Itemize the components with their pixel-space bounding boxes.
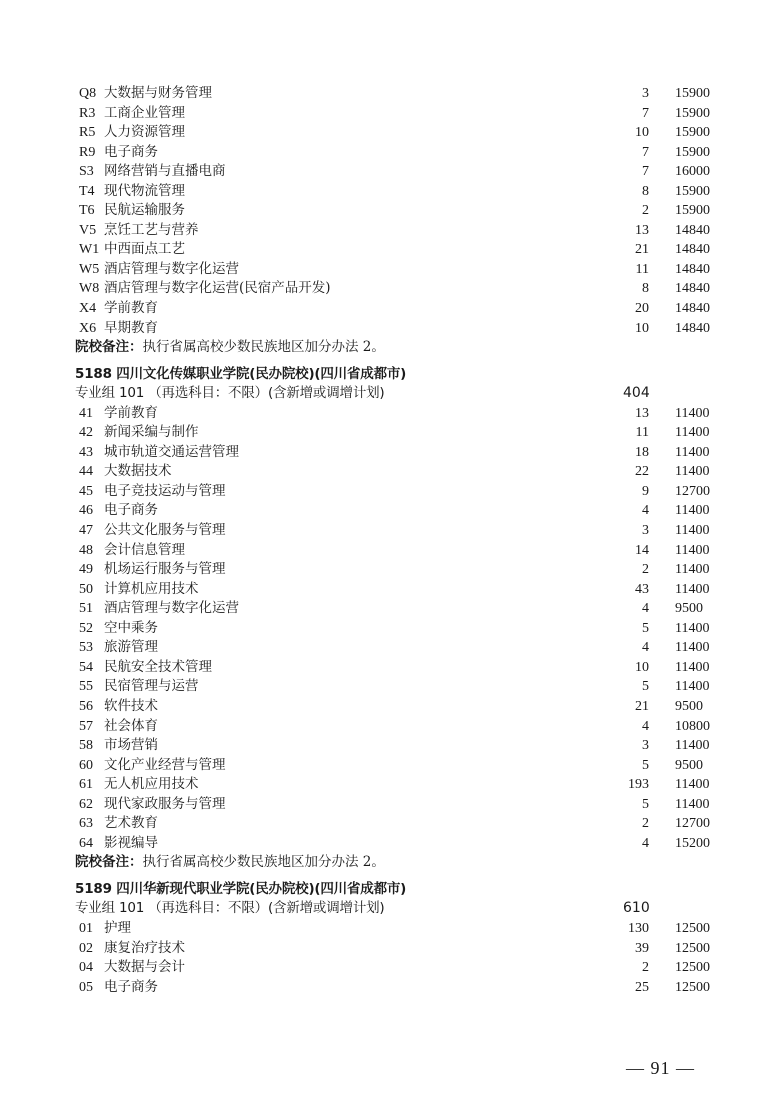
tuition-fee: 15900: [675, 203, 710, 219]
table-row: [0, 958, 777, 978]
major-code: 42: [79, 425, 93, 441]
major-code: S3: [79, 164, 94, 180]
section-continued: [0, 84, 777, 338]
major-name: 机场运行服务与管理: [104, 561, 226, 578]
group-total: 404: [623, 385, 650, 402]
table-row: [0, 638, 777, 658]
page-number: — 91 —: [626, 1058, 695, 1078]
major-name: 学前教育: [104, 300, 158, 317]
major-code: 46: [79, 503, 93, 519]
note-label: 院校备注：: [75, 854, 143, 871]
major-name: 康复治疗技术: [104, 939, 185, 956]
table-row: [0, 919, 777, 939]
major-code: 45: [79, 483, 93, 499]
tuition-fee: 11400: [675, 679, 710, 695]
table-row: [0, 404, 777, 424]
table-row: [0, 462, 777, 482]
plan-count: 2: [642, 816, 649, 832]
school-header: [0, 365, 777, 385]
major-code: 64: [79, 835, 93, 851]
plan-count: 2: [642, 203, 649, 219]
plan-count: 20: [635, 301, 649, 317]
tuition-fee: 11400: [675, 425, 710, 441]
major-code: R5: [79, 125, 96, 141]
tuition-fee: 11400: [675, 523, 710, 539]
major-name: 电子商务: [104, 978, 158, 995]
major-name: 无人机应用技术: [104, 776, 199, 793]
tuition-fee: 14840: [675, 222, 710, 238]
major-code: 43: [79, 444, 93, 460]
table-row: [0, 240, 777, 260]
tuition-fee: 12500: [675, 940, 710, 956]
major-name: 旅游管理: [104, 639, 158, 656]
major-code: 61: [79, 777, 93, 793]
plan-count: 2: [642, 562, 649, 578]
major-name: 民航安全技术管理: [104, 658, 212, 675]
major-name: 工商企业管理: [104, 104, 185, 121]
plan-count: 5: [642, 757, 649, 773]
tuition-fee: 11400: [675, 738, 710, 754]
major-name: 影视编导: [104, 834, 158, 851]
note-label: 院校备注：: [75, 339, 143, 356]
note-text: 执行省属高校少数民族地区加分办法 2。: [142, 339, 385, 356]
table-row: [0, 599, 777, 619]
table-row: [0, 795, 777, 815]
plan-count: 7: [642, 144, 649, 160]
major-code: R3: [79, 105, 96, 121]
plan-count: 7: [642, 164, 649, 180]
table-row: [0, 717, 777, 737]
tuition-fee: 11400: [675, 464, 710, 480]
major-name: 空中乘务: [104, 619, 158, 636]
table-row: [0, 978, 777, 998]
table-row: [0, 501, 777, 521]
major-code: 51: [79, 601, 93, 617]
major-code: 53: [79, 640, 93, 656]
plan-count: 3: [642, 738, 649, 754]
major-code: 58: [79, 738, 93, 754]
plan-count: 39: [635, 940, 649, 956]
table-row: [0, 560, 777, 580]
group-title: 专业组 101 （再选科目：不限）(含新增或调增计划): [75, 385, 385, 402]
table-row: [0, 541, 777, 561]
tuition-fee: 15900: [675, 105, 710, 121]
plan-count: 18: [635, 444, 649, 460]
major-name: 文化产业经营与管理: [104, 756, 226, 773]
major-name: 软件技术: [104, 697, 158, 714]
major-code: 56: [79, 698, 93, 714]
major-code: 44: [79, 464, 93, 480]
group-total: 610: [623, 900, 650, 917]
tuition-fee: 11400: [675, 777, 710, 793]
table-row: [0, 619, 777, 639]
plan-count: 21: [635, 698, 649, 714]
major-code: W5: [79, 261, 100, 277]
table-row: [0, 299, 777, 319]
plan-count: 13: [635, 405, 649, 421]
tuition-fee: 11400: [675, 620, 710, 636]
major-code: 41: [79, 405, 93, 421]
school-title: 5188 四川文化传媒职业学院(民办院校)(四川省成都市): [75, 365, 407, 382]
major-name: 人力资源管理: [104, 124, 185, 141]
tuition-fee: 12500: [675, 960, 710, 976]
major-name: 电子竞技运动与管理: [104, 482, 226, 499]
tuition-fee: 15900: [675, 86, 710, 101]
plan-count: 8: [642, 281, 649, 297]
major-code: R9: [79, 144, 96, 160]
major-code: X4: [79, 301, 97, 317]
tuition-fee: 11400: [675, 581, 710, 597]
major-code: 50: [79, 581, 93, 597]
table-row: [0, 756, 777, 776]
table-row: [0, 834, 777, 854]
tuition-fee: 11400: [675, 542, 710, 558]
table-row: [0, 143, 777, 163]
major-code: W1: [79, 242, 100, 258]
table-row: [0, 162, 777, 182]
school-header: [0, 880, 777, 900]
plan-count: 4: [642, 835, 649, 851]
table-row: [0, 697, 777, 717]
major-code: 57: [79, 718, 93, 734]
major-name: 艺术教育: [104, 815, 158, 832]
tuition-fee: 12500: [675, 920, 710, 936]
major-name: 大数据与财务管理: [104, 85, 212, 101]
school-note: [0, 338, 777, 358]
plan-count: 193: [628, 777, 649, 793]
major-code: W8: [79, 281, 100, 297]
plan-count: 21: [635, 242, 649, 258]
plan-count: 10: [635, 125, 649, 141]
table-row: [0, 279, 777, 299]
table-row: [0, 221, 777, 241]
tuition-fee: 14840: [675, 320, 710, 336]
major-name: 早期教育: [104, 319, 158, 336]
major-name: 烹饪工艺与营养: [104, 221, 199, 238]
table-row: [0, 201, 777, 221]
table-row: [0, 658, 777, 678]
table-row: [0, 319, 777, 339]
tuition-fee: 11400: [675, 444, 710, 460]
section-5188-rows: [0, 404, 777, 854]
plan-count: 4: [642, 503, 649, 519]
plan-count: 5: [642, 620, 649, 636]
tuition-fee: 11400: [675, 640, 710, 656]
table-row: [0, 580, 777, 600]
major-name: 大数据技术: [104, 463, 172, 480]
major-name: 新闻采编与制作: [104, 424, 199, 441]
tuition-fee: 14840: [675, 261, 710, 277]
major-name: 现代家政服务与管理: [104, 795, 226, 812]
major-code: 49: [79, 562, 93, 578]
tuition-fee: 16000: [675, 164, 710, 180]
plan-count: 11: [635, 425, 649, 441]
major-name: 电子商务: [104, 502, 158, 519]
major-code: T4: [79, 183, 95, 199]
plan-count: 8: [642, 183, 649, 199]
school-title: 5189 四川华新现代职业学院(民办院校)(四川省成都市): [75, 880, 407, 897]
plan-count: 43: [635, 581, 649, 597]
tuition-fee: 11400: [675, 659, 710, 675]
document-page: [0, 84, 777, 997]
major-code: 54: [79, 659, 93, 675]
major-code: 63: [79, 816, 93, 832]
group-title: 专业组 101 （再选科目：不限）(含新增或调增计划): [75, 900, 385, 917]
plan-count: 5: [642, 679, 649, 695]
plan-count: 22: [635, 464, 649, 480]
tuition-fee: 9500: [675, 698, 703, 714]
plan-count: 4: [642, 718, 649, 734]
major-code: V5: [79, 222, 97, 238]
table-row: [0, 123, 777, 143]
note-text: 执行省属高校少数民族地区加分办法 2。: [142, 854, 385, 871]
major-code: 01: [79, 920, 93, 936]
major-name: 酒店管理与数字化运营: [104, 260, 239, 277]
school-note: [0, 853, 777, 873]
major-name: 中西面点工艺: [104, 241, 185, 258]
plan-count: 3: [642, 86, 649, 101]
plan-count: 130: [628, 920, 649, 936]
major-code: 60: [79, 757, 93, 773]
tuition-fee: 12500: [675, 979, 710, 995]
table-row: [0, 182, 777, 202]
major-name: 民航运输服务: [104, 202, 185, 219]
major-code: Q8: [79, 86, 97, 101]
major-code: 04: [79, 960, 93, 976]
major-code: 55: [79, 679, 93, 695]
major-name: 酒店管理与数字化运营: [104, 600, 239, 617]
group-header: [0, 384, 777, 404]
table-row: [0, 84, 777, 104]
major-name: 民宿管理与运营: [104, 678, 199, 695]
tuition-fee: 11400: [675, 503, 710, 519]
tuition-fee: 15900: [675, 183, 710, 199]
major-code: 47: [79, 523, 93, 539]
tuition-fee: 15200: [675, 835, 710, 851]
table-row: [0, 260, 777, 280]
plan-count: 7: [642, 105, 649, 121]
tuition-fee: 11400: [675, 796, 710, 812]
tuition-fee: 14840: [675, 242, 710, 258]
plan-count: 5: [642, 796, 649, 812]
major-code: 02: [79, 940, 93, 956]
plan-count: 4: [642, 601, 649, 617]
major-name: 大数据与会计: [104, 959, 185, 976]
section-5189-rows: [0, 919, 777, 997]
tuition-fee: 14840: [675, 301, 710, 317]
plan-count: 10: [635, 659, 649, 675]
major-name: 会计信息管理: [104, 541, 185, 558]
tuition-fee: 9500: [675, 757, 703, 773]
major-code: X6: [79, 320, 97, 336]
table-row: [0, 423, 777, 443]
plan-count: 25: [635, 979, 649, 995]
plan-count: 9: [642, 483, 649, 499]
tuition-fee: 14840: [675, 281, 710, 297]
major-code: 05: [79, 979, 93, 995]
plan-count: 3: [642, 523, 649, 539]
table-row: [0, 775, 777, 795]
group-header: [0, 899, 777, 919]
major-name: 计算机应用技术: [104, 580, 199, 597]
major-code: T6: [79, 203, 95, 219]
table-row: [0, 939, 777, 959]
table-row: [0, 736, 777, 756]
tuition-fee: 11400: [675, 405, 710, 421]
table-row: [0, 443, 777, 463]
tuition-fee: 15900: [675, 144, 710, 160]
plan-count: 11: [635, 261, 649, 277]
major-name: 电子商务: [104, 143, 158, 160]
plan-count: 10: [635, 320, 649, 336]
tuition-fee: 12700: [675, 816, 710, 832]
table-row: [0, 521, 777, 541]
tuition-fee: 15900: [675, 125, 710, 141]
major-name: 护理: [104, 919, 131, 936]
plan-count: 13: [635, 222, 649, 238]
tuition-fee: 12700: [675, 483, 710, 499]
major-name: 城市轨道交通运营管理: [104, 443, 239, 460]
table-row: [0, 814, 777, 834]
plan-count: 4: [642, 640, 649, 656]
major-name: 学前教育: [104, 404, 158, 421]
major-code: 48: [79, 542, 93, 558]
major-code: 62: [79, 796, 93, 812]
table-row: [0, 104, 777, 124]
plan-count: 14: [635, 542, 649, 558]
major-name: 社会体育: [104, 717, 158, 734]
tuition-fee: 11400: [675, 562, 710, 578]
major-name: 现代物流管理: [104, 182, 185, 199]
table-row: [0, 677, 777, 697]
tuition-fee: 9500: [675, 601, 703, 617]
major-code: 52: [79, 620, 93, 636]
major-name: 市场营销: [104, 737, 158, 754]
major-name: 酒店管理与数字化运营(民宿产品开发): [104, 280, 331, 297]
plan-count: 2: [642, 960, 649, 976]
tuition-fee: 10800: [675, 718, 710, 734]
major-name: 网络营销与直播电商: [104, 163, 226, 180]
table-row: [0, 482, 777, 502]
major-name: 公共文化服务与管理: [104, 522, 226, 539]
